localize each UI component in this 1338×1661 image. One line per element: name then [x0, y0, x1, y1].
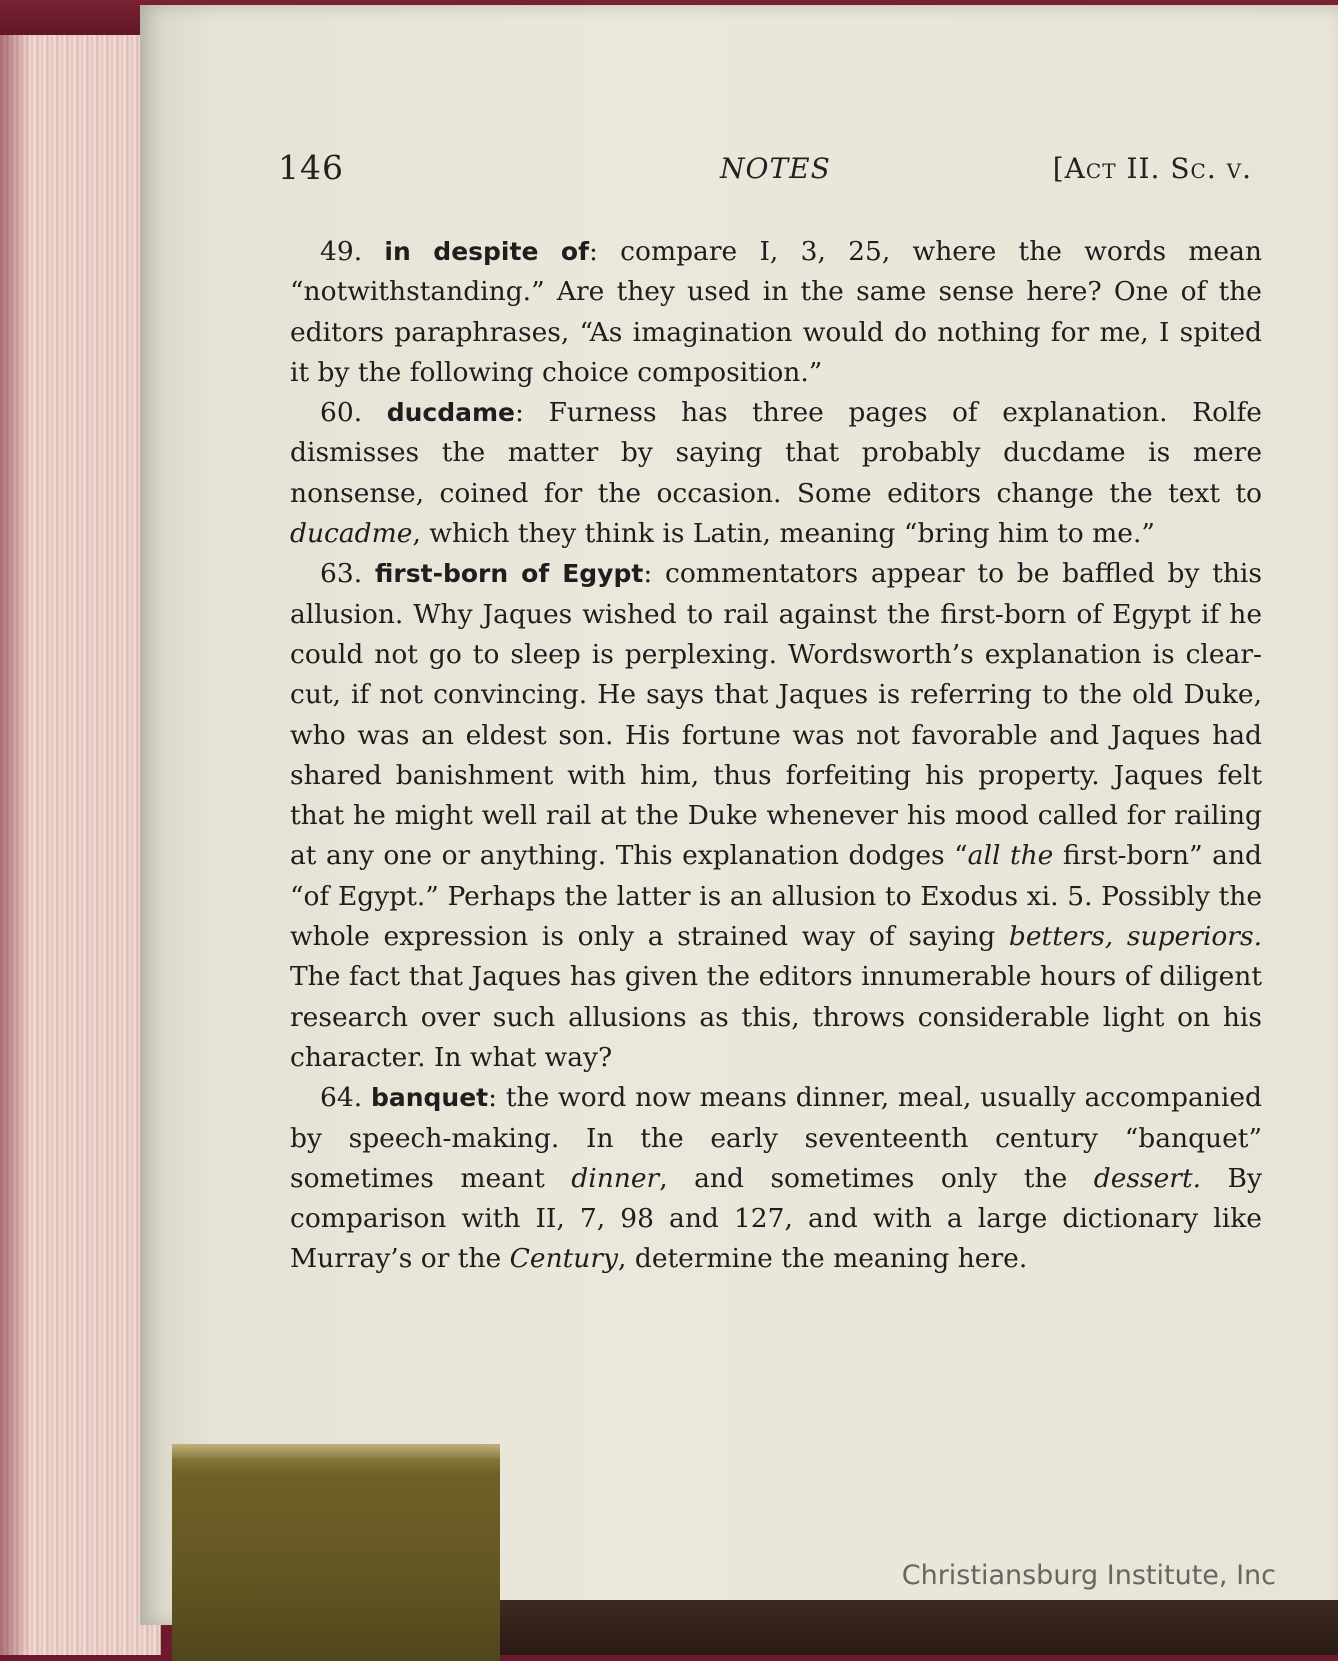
note-italic: all the: [967, 840, 1054, 872]
note-italic: betters, superiors.: [1008, 921, 1262, 953]
note-text: By comparison with II, 7, 98 and 127, and with a large dictionary like Murray’s or the: [290, 1162, 1263, 1275]
note-text: The fact that Jaques has given the editors innumerable hours of diligent research over such allusions as this, throws considerable light on his character. In what way?: [290, 961, 1262, 1073]
note-number: 49.: [320, 236, 363, 267]
note-text: first-born” and “of Egypt.” Perhaps the latter is an allusion to Exodus xi. 5. Possibly the whole expression is only a strained way of saying: [290, 840, 1262, 953]
note-number: 64.: [320, 1082, 363, 1114]
note-number: 63.: [320, 558, 363, 590]
note-text: , and sometimes only the: [659, 1162, 1094, 1194]
running-title: NOTES: [720, 152, 831, 185]
note-60: 60. ducdame: Furness has three pages of explanation. Rolfe dismisses the matter by saying that probably ducdame is mere nonsense, coined for the occasion. Some editors change the text to ducadme, which they think is Latin, meaning “bring him to me.”: [290, 397, 1262, 550]
notes-body: [290, 232, 1262, 1280]
note-lemma: first-born of Egypt: [374, 559, 644, 589]
page-bottom-shadow: [480, 1600, 1338, 1655]
note-text: commentators appear to be baffled by this allusion. Why Jaques wished to rail against the first-born of Egypt if he could not go to sleep is perplexing. Wordsworth’s explanation is clear-cut, if not convincing. He says that Jaques is referring to the old Duke, who was an eldest son. His fortune was not favorable and Jaques had shared banishment with him, thus forfeiting his property. Jaques felt that he might well rail at the Duke whenever his mood called for railing at any one or anything. This explanation dodges “: [290, 558, 1262, 872]
note-text: , determine the meaning here.: [618, 1243, 1028, 1275]
note-italic: dinner: [571, 1162, 660, 1194]
page-number: 146: [278, 148, 344, 187]
watermark: Christiansburg Institute, Inc: [901, 1560, 1276, 1591]
note-text: compare I, 3, 25, where the words mean “notwithstanding.” Are they used in the same sense here? One of the editors paraphrases, “As imagination would do nothing for me, I spited it by the following choice composition.”: [290, 236, 1262, 388]
note-number: 60.: [320, 397, 363, 429]
section-reference: [Act II. Sc. v.: [1052, 152, 1252, 185]
note-italic: ducadme: [290, 518, 413, 550]
note-lemma: in despite of: [384, 237, 589, 266]
note-lemma: banquet: [370, 1083, 489, 1113]
note-64: 64. banquet: the word now means dinner, meal, usually accompanied by speech-making. In the early seventeenth century “banquet” sometimes meant dinner, and sometimes only the dessert. By comparison with II, 7, 98 and 127, and with a large dictionary like Murray’s or the Century, determine the meaning here.: [290, 1082, 1263, 1275]
note-49: 49. in despite of: compare I, 3, 25, where the words mean “notwithstanding.” Are they used in the same sense here? One of the editors paraphrases, “As imagination would do nothing for me, I spited it by the following choice composition.”: [290, 236, 1262, 388]
note-text: , which they think is Latin, meaning “bring him to me.”: [412, 518, 1155, 550]
note-text: Furness has three pages of explanation. Rolfe dismisses the matter by saying that probably ducdame is mere nonsense, coined for the occasion. Some editors change the text to: [290, 397, 1262, 509]
note-63: 63. first-born of Egypt: commentators appear to be baffled by this allusion. Why Jaques wished to rail against the first-born of Egypt if he could not go to sleep is perplexing. Wordsworth’s explanation is clear-cut, if not convincing. He says that Jaques is referring to the old Duke, who was an eldest son. His fortune was not favorable and Jaques had shared banishment with him, thus forfeiting his property. Jaques felt that he might well rail at the Duke whenever his mood called for railing at any one or anything. This explanation dodges “all the first-born” and “of Egypt.” Perhaps the latter is an allusion to Exodus xi. 5. Possibly the whole expression is only a strained way of saying betters, superiors. The fact that Jaques has given the editors innumerable hours of diligent research over such allusions as this, throws considerable light on his character. In what way?: [290, 558, 1262, 1073]
note-italic: Century: [509, 1243, 619, 1275]
cover-shadow: [0, 35, 30, 1655]
note-text: the word now means dinner, meal, usually accompanied by speech-making. In the early seventeenth century “banquet” sometimes meant: [290, 1082, 1262, 1194]
note-italic: dessert.: [1093, 1162, 1202, 1194]
page-header: [0, 148, 1338, 198]
bookmark-edge: [172, 1444, 500, 1458]
note-lemma: ducdame: [386, 398, 515, 428]
bookmark: [172, 1450, 500, 1661]
